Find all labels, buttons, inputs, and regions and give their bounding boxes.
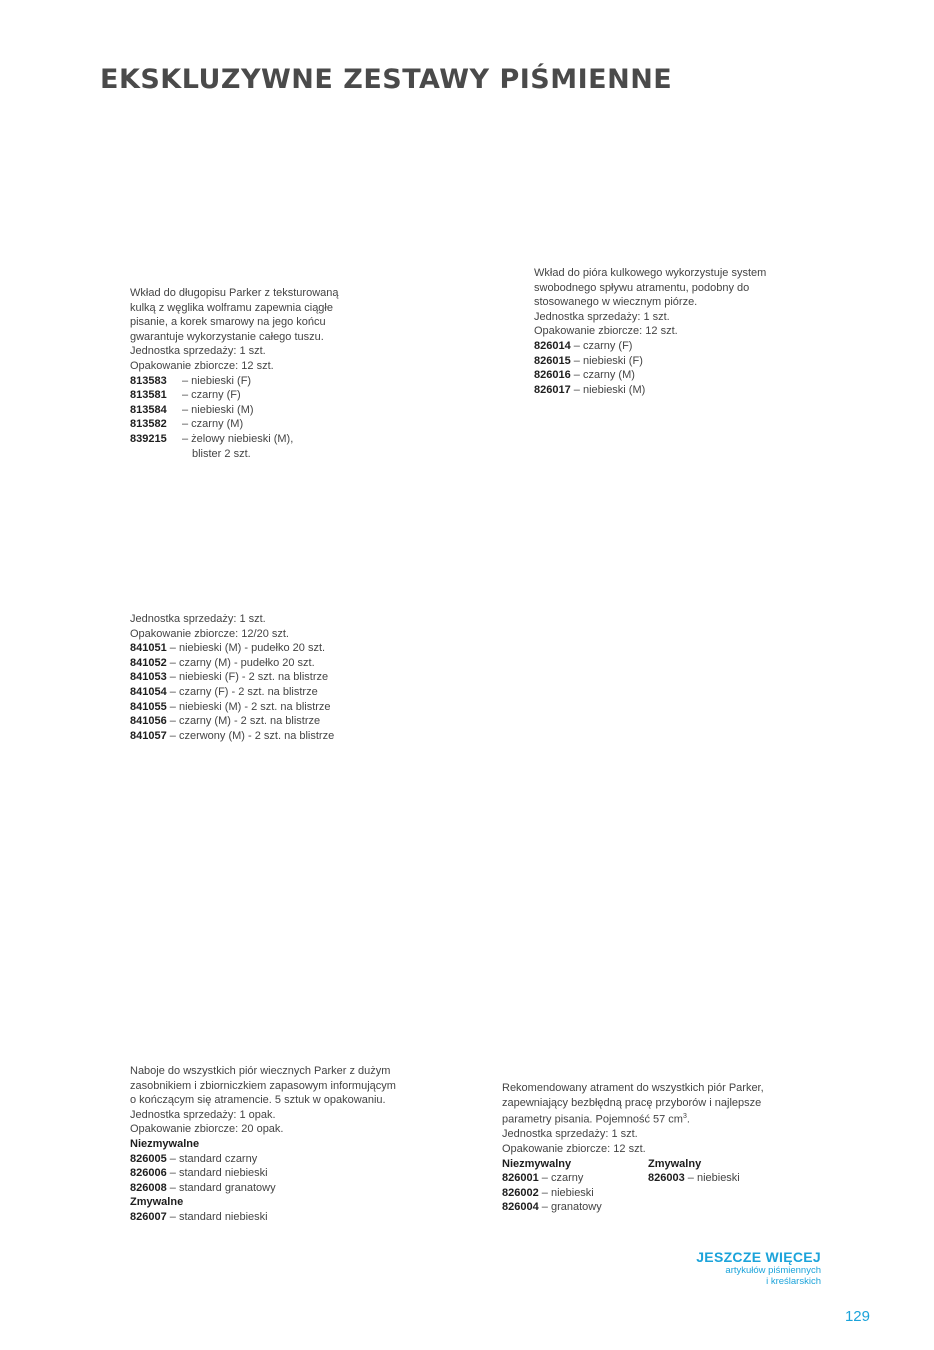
product-row xyxy=(130,1210,420,1225)
product-desc: – standard granatowy xyxy=(166,1181,276,1194)
product-desc: – niebieski (M) xyxy=(570,383,646,396)
product-desc: blister 2 szt. xyxy=(192,447,251,460)
product-code: 826007 xyxy=(130,1210,167,1223)
product-desc: – granatowy xyxy=(538,1201,602,1214)
product-code: 839215 xyxy=(130,432,167,445)
page-title: EKSKLUZYWNE ZESTAWY PIŚMIENNE xyxy=(100,64,673,95)
product-code: 841053 xyxy=(130,671,167,684)
more-products-note xyxy=(696,1249,821,1287)
pack-text: Opakowanie zbiorcze: 12/20 szt. xyxy=(130,627,289,640)
product-code: 841055 xyxy=(130,700,167,713)
product-desc: – żelowy niebieski (M), xyxy=(182,432,294,445)
product-code: 826008 xyxy=(130,1181,167,1194)
product-row-continued xyxy=(130,447,390,462)
desc-line: pisanie, a korek smarowy na jego końcu xyxy=(130,316,326,329)
superscript: 3 xyxy=(682,1113,687,1121)
product-desc: – niebieski (F) xyxy=(570,354,643,367)
product-desc: – czarny (M) - 2 szt. na blistrze xyxy=(166,715,321,728)
unit-text: Jednostka sprzedaży: 1 szt. xyxy=(130,345,266,358)
product-row xyxy=(130,700,390,715)
product-desc: – standard niebieski xyxy=(166,1210,268,1223)
product-row xyxy=(130,729,390,744)
product-row xyxy=(502,1200,648,1215)
product-row xyxy=(534,354,804,369)
ink-columns xyxy=(502,1157,792,1215)
product-row xyxy=(130,388,390,403)
product-row xyxy=(534,368,804,383)
product-row xyxy=(130,656,390,671)
product-desc: – niebieski xyxy=(684,1172,740,1185)
unit-text: Jednostka sprzedaży: 1 szt. xyxy=(534,310,670,323)
product-desc: – czarny (M) - pudełko 20 szt. xyxy=(166,656,315,669)
product-code: 813582 xyxy=(130,418,167,431)
product-code: 826002 xyxy=(502,1186,539,1199)
unit-text: Jednostka sprzedaży: 1 szt. xyxy=(130,613,266,625)
desc-text: . xyxy=(686,1113,690,1126)
product-code: 826006 xyxy=(130,1167,167,1180)
product-code: 841056 xyxy=(130,715,167,728)
product-row xyxy=(648,1171,740,1186)
more-subtitle: artykułów piśmiennych xyxy=(725,1265,821,1276)
product-code: 826017 xyxy=(534,383,571,396)
pack-text: Opakowanie zbiorcze: 12 szt. xyxy=(130,359,274,372)
desc-line: Wkład do pióra kulkowego wykorzystuje system xyxy=(534,267,767,279)
product-code: 826005 xyxy=(130,1152,167,1165)
product-row xyxy=(130,641,390,656)
page-number: 129 xyxy=(844,1308,870,1325)
product-row xyxy=(130,685,390,700)
desc-line: Naboje do wszystkich piór wiecznych Parker z dużym xyxy=(130,1065,391,1077)
product-code: 826015 xyxy=(534,354,571,367)
desc-line: stosowanego w wiecznym piórze. xyxy=(534,296,698,309)
product-code: 826016 xyxy=(534,369,571,382)
product-code: 841054 xyxy=(130,685,167,698)
product-code: 813581 xyxy=(130,389,167,402)
product-desc: – czerwony (M) - 2 szt. na blistrze xyxy=(166,729,335,742)
product-code: 841057 xyxy=(130,729,167,742)
group-heading: Niezmywalny xyxy=(502,1157,572,1170)
desc-line xyxy=(502,1110,792,1127)
pack-text: Opakowanie zbiorcze: 20 opak. xyxy=(130,1123,284,1136)
product-row xyxy=(130,1152,420,1167)
product-code: 813583 xyxy=(130,374,167,387)
gel-refill-block xyxy=(130,612,390,743)
more-title: JESZCZE WIĘCEJ xyxy=(696,1249,821,1265)
desc-line: Wkład do długopisu Parker z teksturowaną xyxy=(130,287,339,299)
product-desc: – czarny (M) xyxy=(182,418,244,431)
cartridges-block xyxy=(130,1064,420,1225)
product-desc: – standard czarny xyxy=(166,1152,258,1165)
rollerball-refill-block xyxy=(534,266,804,397)
group-heading: Niezmywalne xyxy=(130,1137,200,1150)
product-desc: – niebieski (F) - 2 szt. na blistrze xyxy=(166,671,329,684)
desc-line: kulką z węglika wolframu zapewnia ciągłe xyxy=(130,301,333,314)
desc-text: parametry pisania. Pojemność 57 cm xyxy=(502,1113,683,1126)
product-row xyxy=(130,670,390,685)
product-desc: – niebieski (F) xyxy=(182,374,252,387)
unit-text: Jednostka sprzedaży: 1 opak. xyxy=(130,1108,276,1121)
product-code: 826004 xyxy=(502,1201,539,1214)
more-subtitle: i kreślarskich xyxy=(766,1276,821,1287)
unit-text: Jednostka sprzedaży: 1 szt. xyxy=(502,1128,638,1141)
desc-line: o kończącym się atramencie. 5 sztuk w opakowaniu. xyxy=(130,1094,386,1107)
product-code: 826003 xyxy=(648,1172,685,1185)
product-desc: – niebieski (M) xyxy=(182,403,254,416)
product-code: 826001 xyxy=(502,1172,539,1185)
desc-line: zasobnikiem i zbiorniczkiem zapasowym informującym xyxy=(130,1079,396,1092)
product-row xyxy=(130,1181,420,1196)
product-desc: – czarny (F) - 2 szt. na blistrze xyxy=(166,685,318,698)
product-code: 841052 xyxy=(130,656,167,669)
product-code: 813584 xyxy=(130,403,167,416)
product-desc: – standard niebieski xyxy=(166,1167,268,1180)
ink-column-permanent xyxy=(502,1157,648,1215)
desc-line: gwarantuje wykorzystanie całego tuszu. xyxy=(130,330,324,343)
product-desc: – czarny (F) xyxy=(570,339,633,352)
product-row xyxy=(130,432,390,447)
desc-line: swobodnego spływu atramentu, podobny do xyxy=(534,281,750,294)
product-desc: – niebieski (M) - pudełko 20 szt. xyxy=(166,642,326,655)
product-row xyxy=(534,383,804,398)
group-heading: Zmywalne xyxy=(130,1196,184,1209)
product-code: 841051 xyxy=(130,642,167,655)
product-row xyxy=(130,417,390,432)
product-row xyxy=(130,403,390,418)
pack-text: Opakowanie zbiorcze: 12 szt. xyxy=(534,325,678,338)
pack-text: Opakowanie zbiorcze: 12 szt. xyxy=(502,1143,646,1156)
product-row xyxy=(130,1166,420,1181)
desc-line: zapewniający bezbłędną pracę przyborów i najlepsze xyxy=(502,1096,762,1109)
product-desc: – niebieski (M) - 2 szt. na blistrze xyxy=(166,700,331,713)
product-row xyxy=(130,714,390,729)
group-heading: Zmywalny xyxy=(648,1157,702,1170)
product-row xyxy=(534,339,804,354)
desc-line: Rekomendowany atrament do wszystkich piór Parker, xyxy=(502,1082,764,1094)
product-desc: – czarny xyxy=(538,1172,584,1185)
product-desc: – czarny (F) xyxy=(182,389,241,402)
product-row xyxy=(130,374,390,389)
product-desc: – niebieski xyxy=(538,1186,594,1199)
ink-block xyxy=(502,1081,792,1215)
product-row xyxy=(502,1171,648,1186)
product-desc: – czarny (M) xyxy=(570,369,635,382)
product-code: 826014 xyxy=(534,339,571,352)
product-row xyxy=(502,1186,648,1201)
ballpoint-refill-block xyxy=(130,286,390,461)
ink-column-washable xyxy=(648,1157,740,1215)
